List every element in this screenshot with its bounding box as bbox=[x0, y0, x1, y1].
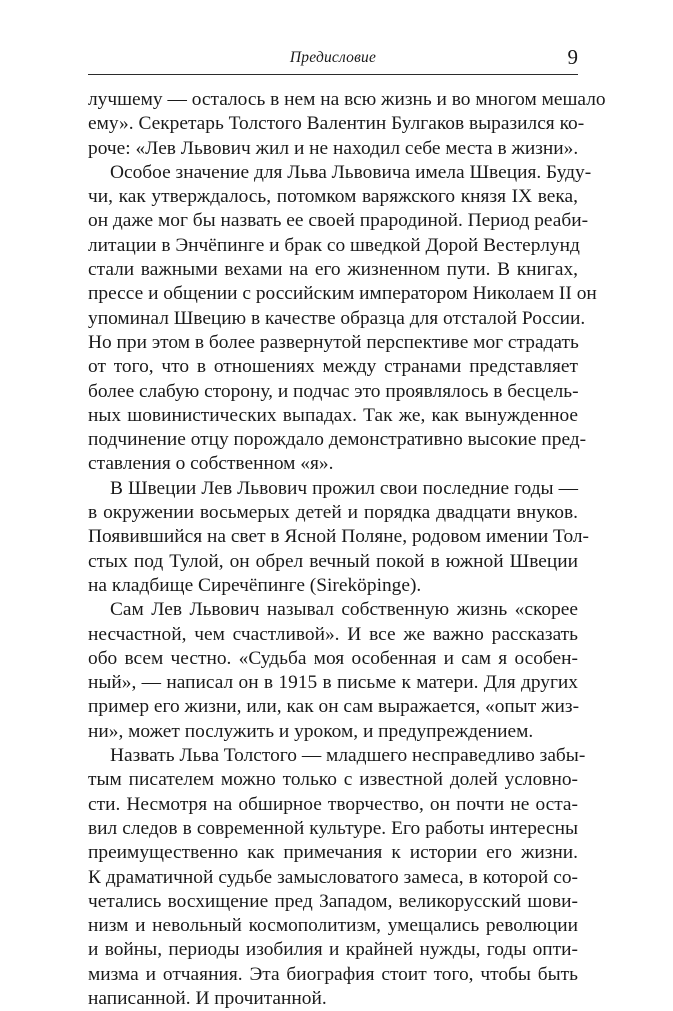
text-line: подчинение отцу порождало демонстративно высокие пред- bbox=[88, 429, 587, 451]
text-line: чи, как утверждалось, потомком варяжского князя IX века, bbox=[88, 186, 578, 208]
text-line: тым писателем можно только с известной долей условно- bbox=[88, 769, 578, 791]
paragraph-4 bbox=[88, 598, 578, 744]
text-line: стых под Тулой, он обрел вечный покой в южной Швеции bbox=[88, 550, 578, 572]
text-line: ных шовинистических выпадах. Так же, как вынужденное bbox=[88, 404, 578, 426]
text-line: ставления о собственном «я». bbox=[88, 453, 334, 475]
text-line: он даже мог бы назвать ее своей прародиной. Период реаби- bbox=[88, 210, 589, 232]
text-line: лучшему — осталось в нем на всю жизнь и во многом мешало bbox=[88, 89, 606, 110]
paragraph-1 bbox=[88, 88, 606, 161]
text-line: роче: «Лев Львович жил и не находил себе места в жизни». bbox=[88, 137, 579, 159]
text-line: В Швеции Лев Львович прожил свои последние годы — bbox=[110, 477, 578, 499]
text-line: прессе и общении с российским императором Николаем II он bbox=[88, 283, 597, 305]
text-line: в окружении восьмерых детей и порядка двадцати внуков. bbox=[88, 502, 578, 524]
text-line: от того, что в отношениях между странами представляет bbox=[88, 356, 578, 378]
text-line: преимущественно как примечания к истории его жизни. bbox=[88, 842, 578, 864]
header-rule bbox=[88, 74, 578, 75]
text-line: ни», может послужить и уроком, и предупреждением. bbox=[88, 720, 534, 742]
text-line: на кладбище Сиречёпинге (Sireköpinge). bbox=[88, 574, 422, 596]
text-line: литации в Энчёпинге и брак со шведкой Дорой Вестерлунд bbox=[88, 234, 580, 256]
text-line: Назвать Льва Толстого — младшего несправедливо забы- bbox=[110, 745, 586, 767]
running-head bbox=[88, 46, 578, 72]
text-line: вил следов в современной культуре. Его работы интересны bbox=[88, 817, 578, 839]
text-line: низм и невольный космополитизм, умещались революции bbox=[88, 915, 578, 937]
paragraph-3 bbox=[88, 477, 590, 598]
text-line: несчастной, чем счастливой». И все же важно рассказать bbox=[88, 623, 578, 645]
text-line: упоминал Швецию в качестве образца для отсталой России. bbox=[88, 307, 586, 329]
text-line: К драматичной судьбе замысловатого замеса, в которой со- bbox=[88, 866, 578, 888]
text-line: четались восхищение пред Западом, великорусский шови- bbox=[88, 890, 578, 912]
text-line: написанной. И прочитанной. bbox=[88, 987, 327, 1009]
body-text bbox=[88, 88, 606, 1011]
text-line: мизма и отчаяния. Эта биография стоит того, чтобы быть bbox=[88, 963, 578, 985]
text-line: стали важными вехами на его жизненном пути. В книгах, bbox=[88, 259, 578, 281]
text-line: ный», — написал он в 1915 в письме к матери. Для других bbox=[88, 672, 578, 694]
text-line: обо всем честно. «Судьба моя особенная и сам я особен- bbox=[88, 647, 578, 669]
text-line: и войны, периоды изобилия и крайней нужды, годы опти- bbox=[88, 939, 578, 961]
text-line: Особое значение для Льва Львовича имела Швеция. Буду- bbox=[110, 161, 592, 183]
text-line: Но при этом в более развернутой перспективе мог страдать bbox=[88, 331, 579, 353]
text-line: пример его жизни, или, как он сам выражается, «опыт жиз- bbox=[88, 696, 580, 718]
text-line: ему». Секретарь Толстого Валентин Булгаков выразился ко- bbox=[88, 113, 585, 135]
page-number: 9 bbox=[567, 45, 578, 69]
text-line: сти. Несмотря на обширное творчество, он почти не оста- bbox=[88, 793, 578, 815]
paragraph-2 bbox=[88, 161, 597, 477]
paragraph-5 bbox=[88, 744, 586, 1011]
running-title: Предисловие bbox=[289, 49, 377, 66]
text-line: Сам Лев Львович называл собственную жизнь «скорее bbox=[110, 599, 578, 621]
text-line: Появившийся на свет в Ясной Поляне, родовом имении Тол- bbox=[88, 526, 590, 548]
text-line: более слабую сторону, и подчас это проявлялось в бесцель- bbox=[88, 380, 579, 402]
